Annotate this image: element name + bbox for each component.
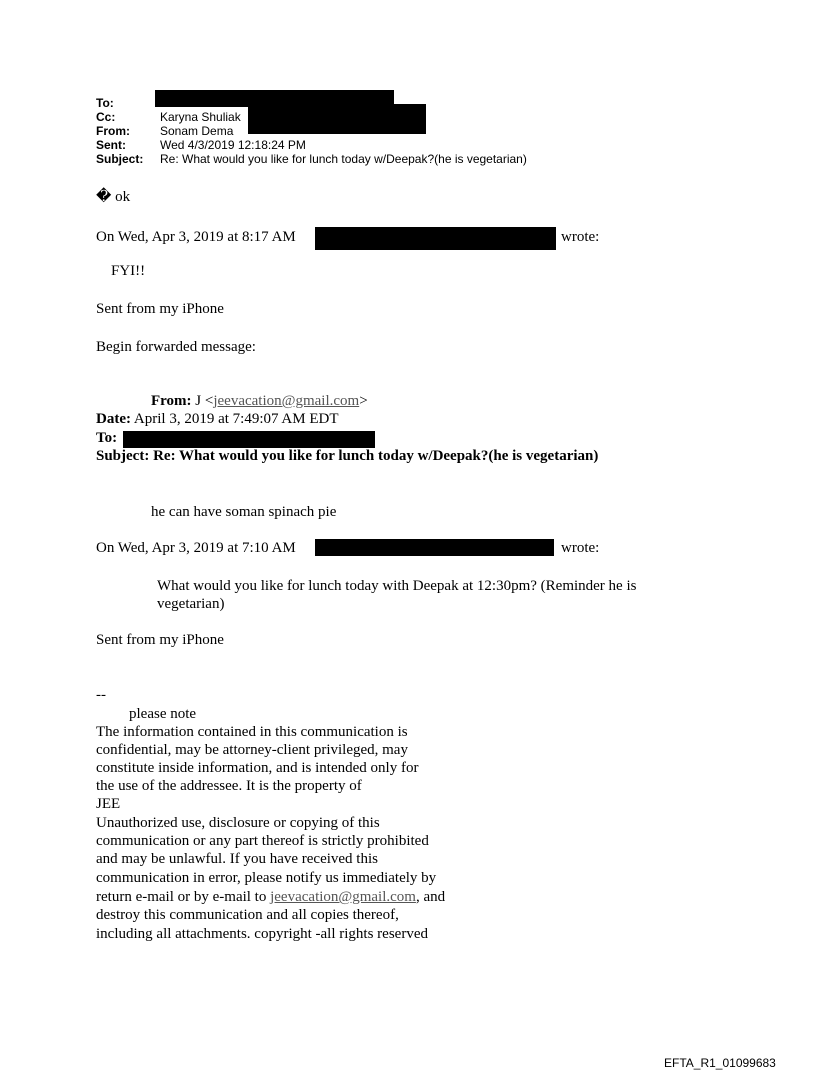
quote1-suffix: wrote: [561, 229, 600, 245]
begin-forwarded: Begin forwarded message: [96, 339, 256, 355]
from-label: From: [96, 124, 130, 138]
spinach-line: he can have soman spinach pie [151, 504, 337, 520]
disclaimer-line: The information contained in this communication is [96, 724, 408, 740]
quote2-sender-redaction [315, 539, 554, 556]
disclaimer-line: communication or any part thereof is strictly prohibited [96, 833, 429, 849]
quote2-suffix: wrote: [561, 540, 600, 556]
disclaimer-line: JEE [96, 796, 121, 812]
footer-email-link[interactable]: jeevacation@gmail.com [270, 889, 416, 905]
disclaimer-line: and may be unlawful. If you have received this [96, 851, 378, 867]
quote1-prefix: On Wed, Apr 3, 2019 at 8:17 AM [96, 229, 296, 245]
disclaimer-line: constitute inside information, and is intended only for [96, 760, 419, 776]
disclaimer-line: the use of the addressee. It is the property of [96, 778, 362, 794]
question-line-2: vegetarian) [157, 596, 225, 612]
email-line-suffix: , and [415, 889, 446, 905]
disclaimer-line: Unauthorized use, disclosure or copying of this [96, 815, 380, 831]
fwd-from-close: > [359, 393, 368, 409]
fwd-subject-value: Re: What would you like for lunch today w/Deepak?(he is vegetarian) [153, 448, 599, 464]
disclaimer-line: communication in error, please notify us immediately by [96, 870, 437, 886]
question-line-1: What would you like for lunch today with Deepak at 12:30pm? (Reminder he is [157, 578, 637, 594]
disclaimer-line: including all attachments. copyright -all rights reserved [96, 926, 428, 942]
signature-dashes: -- [96, 687, 106, 703]
cc-label: Cc: [96, 110, 116, 124]
fwd-date-label: Date: [96, 411, 131, 427]
sent-label: Sent: [96, 138, 126, 152]
cc-redaction [248, 104, 426, 134]
document-id: EFTA_R1_01099683 [664, 1056, 776, 1070]
fwd-subject-label: Subject: [96, 448, 150, 464]
cc-value: Karyna Shuliak [160, 110, 241, 124]
to-label: To: [96, 96, 114, 110]
reply-text: � ok [96, 189, 131, 205]
sent-from-iphone-1: Sent from my iPhone [96, 301, 224, 317]
sent-from-iphone-2: Sent from my iPhone [96, 632, 224, 648]
quote2-prefix: On Wed, Apr 3, 2019 at 7:10 AM [96, 540, 296, 556]
fwd-from-label: From: [151, 393, 192, 409]
fwd-to-redaction [123, 431, 375, 448]
subject-value: Re: What would you like for lunch today w/Deepak?(he is vegetarian) [160, 152, 527, 166]
email-line-prefix: return e-mail or by e-mail to [96, 889, 271, 905]
fwd-subject-line [96, 447, 598, 465]
fwd-date-line [96, 410, 339, 428]
quote1-sender-redaction [315, 227, 556, 250]
fyi-text: FYI!! [111, 263, 146, 279]
fwd-from-name: J < [195, 393, 214, 409]
disclaimer-email-line [96, 888, 445, 906]
disclaimer-line: confidential, may be attorney-client privileged, may [96, 742, 408, 758]
subject-label: Subject: [96, 152, 144, 166]
fwd-to-label: To: [96, 430, 118, 446]
from-value: Sonam Dema [160, 124, 234, 138]
please-note: please note [129, 706, 197, 722]
fwd-from-email-link[interactable]: jeevacation@gmail.com [213, 393, 360, 409]
fwd-from-line [151, 392, 368, 410]
sent-value: Wed 4/3/2019 12:18:24 PM [160, 138, 306, 152]
fwd-date-value: April 3, 2019 at 7:49:07 AM EDT [133, 411, 339, 427]
disclaimer-line: destroy this communication and all copies thereof, [96, 907, 399, 923]
